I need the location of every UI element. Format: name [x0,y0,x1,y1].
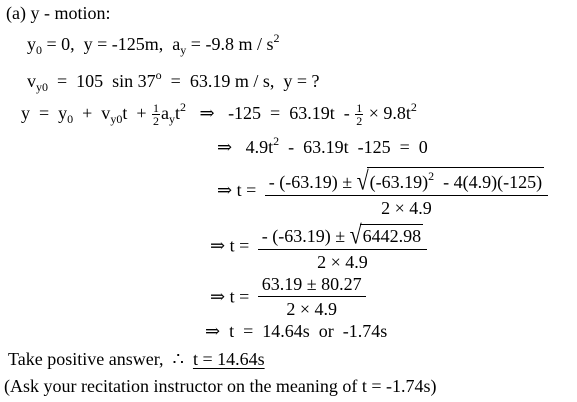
implies-t-equals: ⇒ t = [210,235,250,256]
square-root-icon: √ [349,219,362,250]
one-half-fraction: $\frac{1}{2}$ [356,101,363,129]
discriminant-fraction [258,220,427,271]
implies-t-equals: ⇒ t = [210,286,250,307]
fraction-denominator: 2 × 4.9 [381,198,432,218]
quadratic-formula-line [217,163,548,217]
fraction-numerator: 63.19 ± 80.27 [258,275,366,297]
given-values-line: $y_0 = 0$, y = -125m, $a_y = -9.8$ m / $s^2$ [27,31,280,57]
evaluated-fraction [258,275,366,318]
conclusion-text: Take positive answer, [8,349,164,369]
radicand-tail: - 4(4.9)(-125) [443,172,543,192]
quadratic-equation-line: ⇒ $4.9t^2 - 63.19t$ -125 = 0 [217,134,428,157]
result-line: ⇒ t = 14.64s or -1.74s [205,321,388,341]
kinematic-equation-line: $y = y_0 + v_{y0}t$ + $\frac{1}{2}$ $a_yt^2$ ⇒ -125 = 63.19t - $\frac{1}{2}$ × $9.8t^2$ [21,100,417,129]
radicand: $(-63.19)^2 - 4(4.9)(-125)$ [367,167,544,191]
one-half-fraction: $\frac{1}{2}$ [152,101,159,129]
section-heading: (a) y - motion: [6,3,111,23]
conclusion-line [8,350,265,368]
fraction-denominator: 2 × 4.9 [317,252,368,272]
square-root-icon: √ [356,165,369,196]
numerator-term: - (-63.19) ± [268,172,353,192]
evaluated-fraction-line [210,275,366,318]
initial-velocity-line: $v_{y0} = 105$ sin 37$^o$ = 63.19 m / s, y = ? [27,68,320,94]
quadratic-fraction [265,163,548,217]
discriminant-line [210,220,427,271]
therefore-icon: ∴ [172,349,184,369]
fraction-numerator [265,163,548,196]
radicand-term: (-63.19) [369,172,429,192]
fraction-denominator: 2 × 4.9 [286,299,337,319]
radicand: 6442.98 [360,224,424,245]
implies-t-equals: ⇒ t = [217,180,257,200]
fraction-numerator [258,220,427,250]
instructor-note: (Ask your recitation instructor on the meaning of t = -1.74s) [4,376,437,396]
numerator-term: - (-63.19) ± [261,226,346,246]
final-answer: t = 14.64s [192,349,265,369]
